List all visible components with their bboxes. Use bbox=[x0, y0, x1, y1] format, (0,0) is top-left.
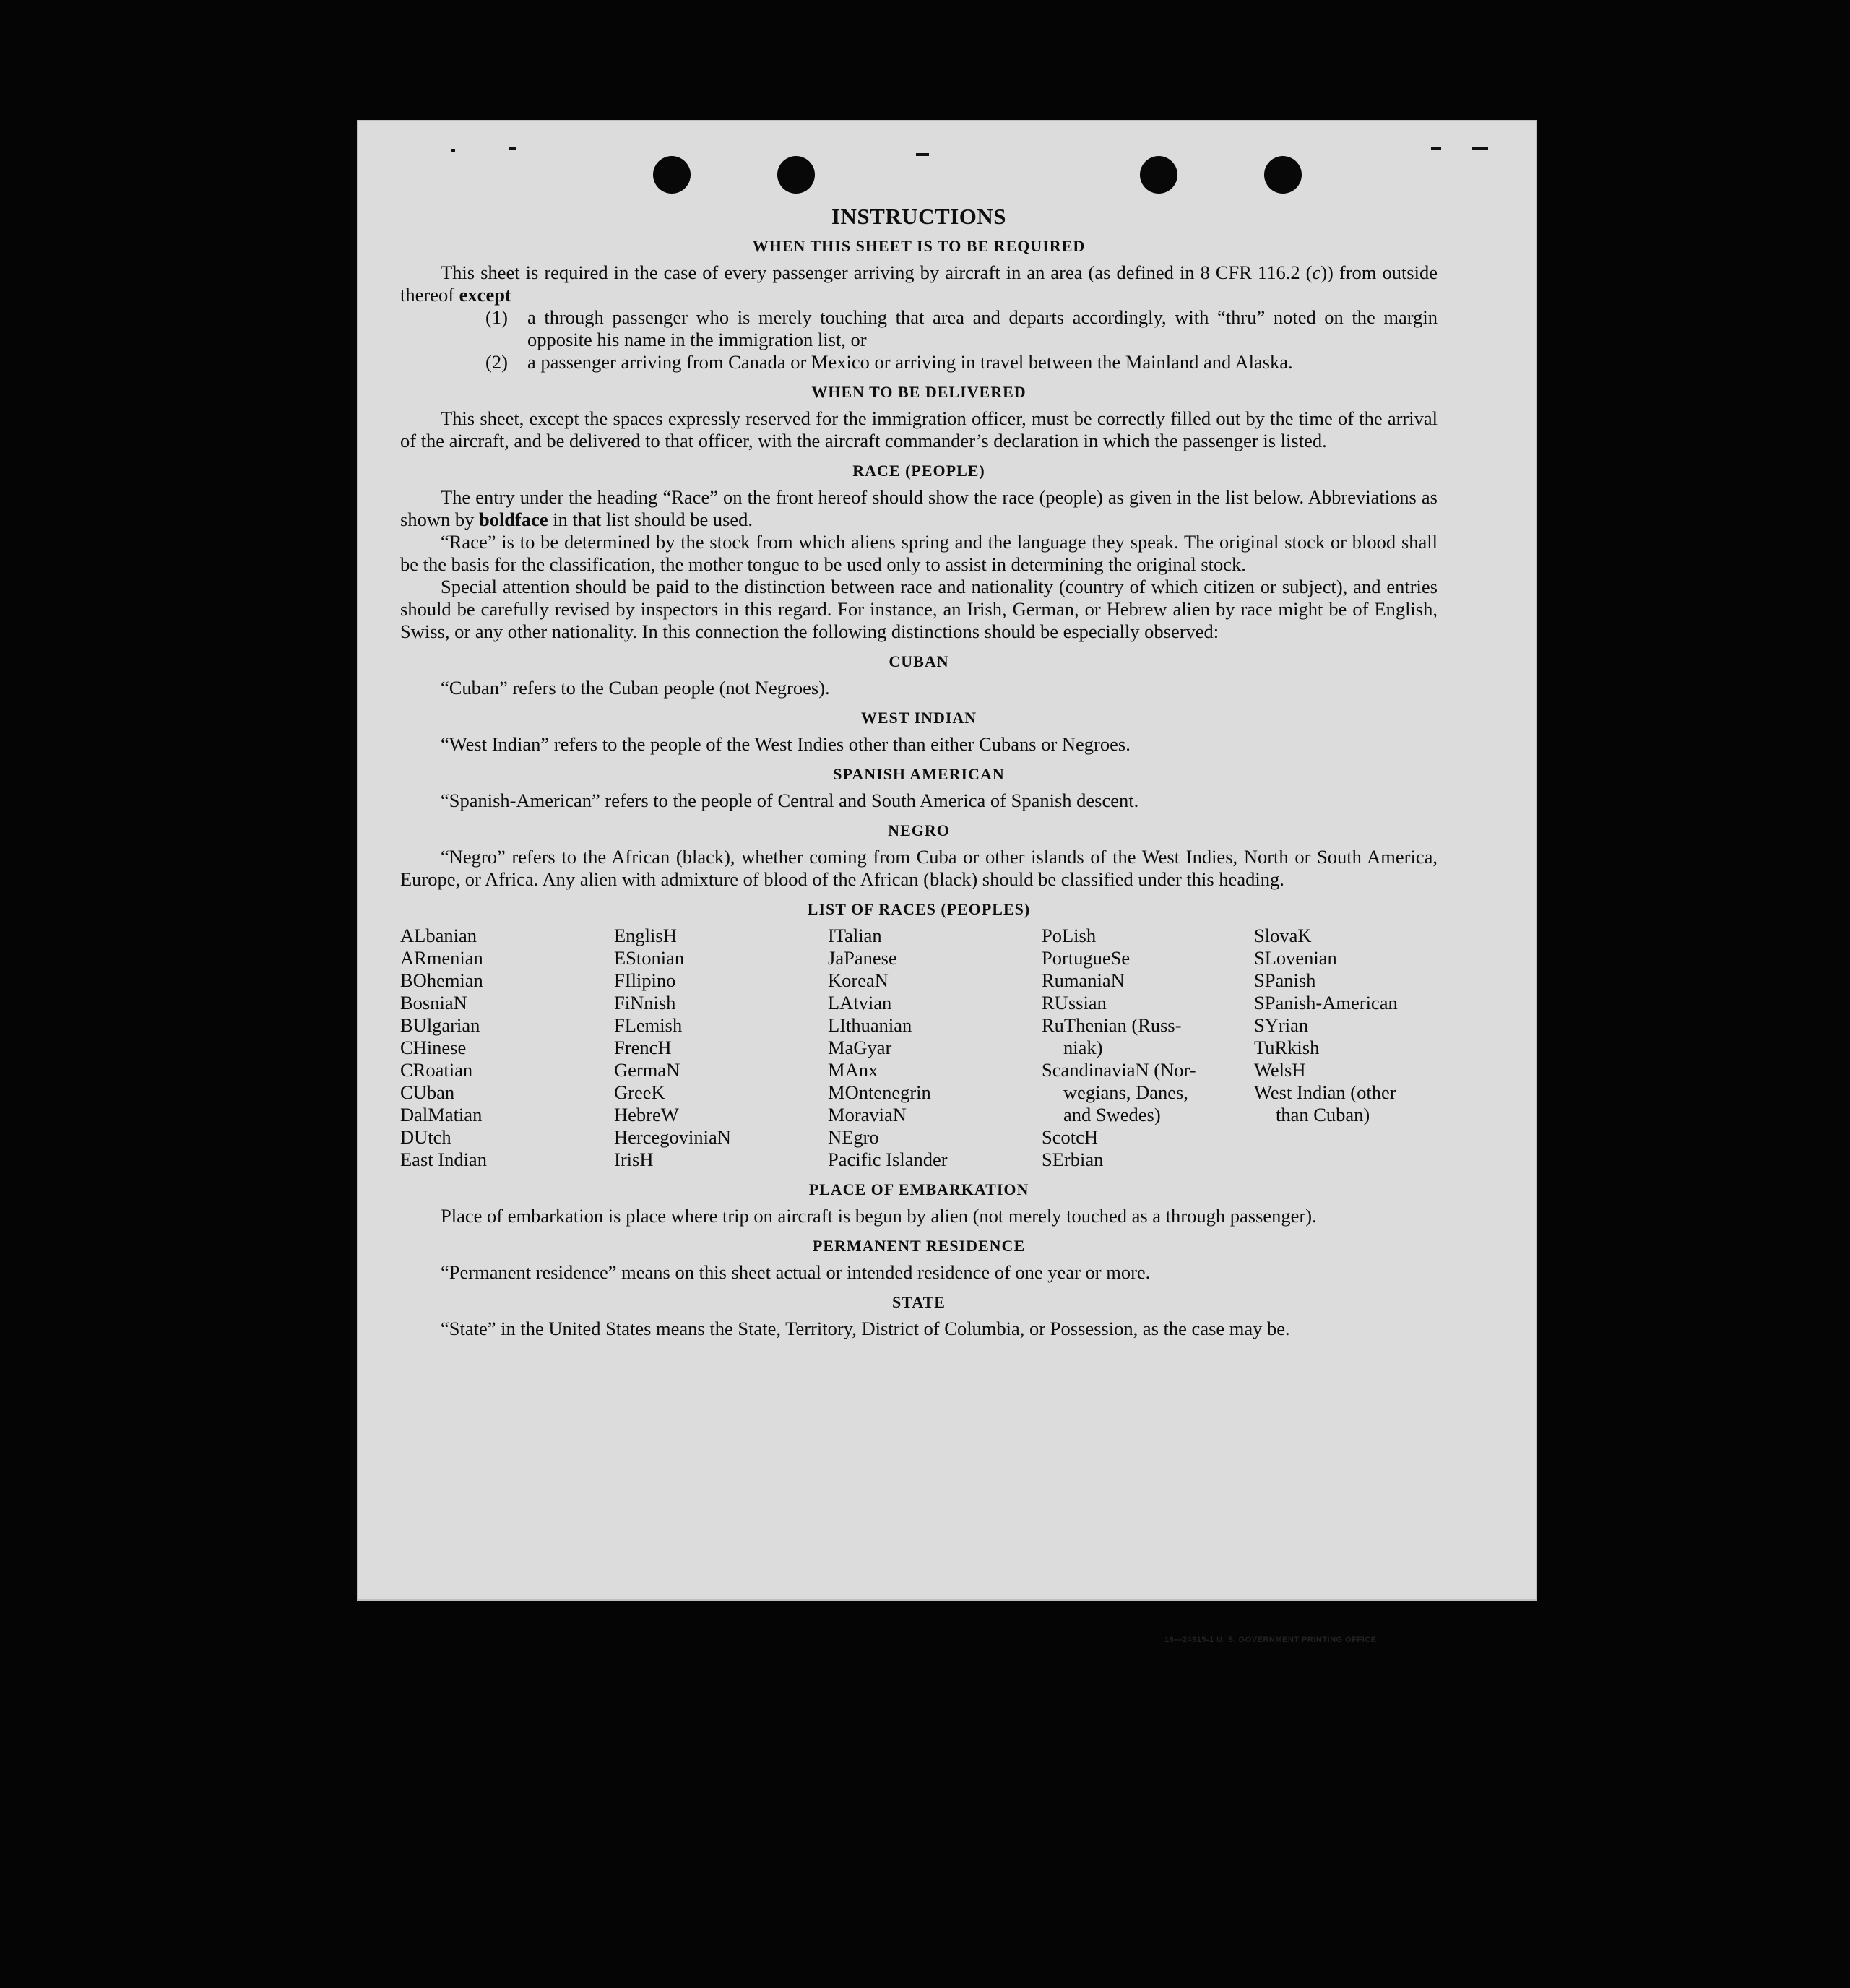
race-entry: ScandinaviaN (Nor- bbox=[1042, 1059, 1196, 1081]
race-list bbox=[400, 925, 1438, 1171]
race-entry: HebreW bbox=[614, 1104, 679, 1125]
race-column bbox=[614, 925, 828, 1171]
race-entry: ALbanian bbox=[400, 925, 477, 946]
paragraph: “Negro” refers to the African (black), whether coming from Cuba or other islands of the West Indies, North or South America, Europe, or Africa. Any alien with admixture of blood of the African (black) should be classified under this heading. bbox=[400, 846, 1438, 890]
speck bbox=[509, 147, 516, 150]
race-entry: RUssian bbox=[1042, 992, 1107, 1014]
race-entry: wegians, Danes, bbox=[1063, 1081, 1188, 1103]
text: c bbox=[1312, 262, 1321, 283]
text: except bbox=[459, 284, 511, 306]
race-column bbox=[1254, 925, 1438, 1171]
race-entry: SPanish-American bbox=[1254, 992, 1398, 1014]
punch-hole bbox=[1264, 156, 1302, 194]
section-heading: NEGRO bbox=[888, 821, 950, 839]
speck bbox=[1431, 147, 1441, 150]
page-title: INSTRUCTIONS bbox=[831, 204, 1006, 229]
race-entry: BUlgarian bbox=[400, 1014, 480, 1036]
printing-office-code: 16—24915-1 U. S. GOVERNMENT PRINTING OFFICE bbox=[1164, 1635, 1377, 1644]
text: boldface bbox=[478, 509, 548, 530]
race-entry: ARmenian bbox=[400, 947, 483, 969]
race-entry: and Swedes) bbox=[1063, 1104, 1161, 1125]
race-entry: PortugueSe bbox=[1042, 947, 1131, 969]
race-column bbox=[828, 925, 1042, 1171]
text: )) from outside thereof bbox=[400, 262, 1438, 306]
paragraph bbox=[400, 486, 1438, 531]
race-entry: MaGyar bbox=[828, 1037, 892, 1058]
item-number: (1) bbox=[485, 306, 508, 328]
race-entry: EnglisH bbox=[614, 925, 677, 946]
section-heading: LIST OF RACES (PEOPLES) bbox=[807, 900, 1031, 918]
paragraph: Special attention should be paid to the distinction between race and nationality (country of which citizen or subject), and entries should be carefully revised by inspectors in this regard. For instance, an Irish, German, or Hebrew alien by race might be of English, Swiss, or any other nationality. In this connection the following distinctions should be especially observed: bbox=[400, 576, 1438, 642]
race-entry: FiNnish bbox=[614, 992, 676, 1014]
race-entry: KoreaN bbox=[828, 969, 889, 991]
race-column bbox=[400, 925, 614, 1171]
section-heading: RACE (PEOPLE) bbox=[852, 462, 985, 480]
section-heading: PERMANENT RESIDENCE bbox=[812, 1237, 1026, 1255]
race-entry: GermaN bbox=[614, 1059, 680, 1081]
race-entry: SErbian bbox=[1042, 1149, 1104, 1170]
race-entry: JaPanese bbox=[828, 947, 897, 969]
race-entry: FLemish bbox=[614, 1014, 683, 1036]
race-entry: CHinese bbox=[400, 1037, 467, 1058]
speck bbox=[1472, 147, 1488, 150]
text: The entry under the heading “Race” on the front hereof should show the race (people) as given in the list below. Abbreviations as shown by bbox=[400, 486, 1438, 530]
section-heading: SPANISH AMERICAN bbox=[833, 765, 1005, 783]
race-entry: than Cuban) bbox=[1276, 1104, 1370, 1125]
punch-hole bbox=[777, 156, 815, 194]
speck bbox=[451, 149, 455, 152]
speck bbox=[916, 153, 929, 156]
document-sheet bbox=[357, 120, 1537, 1644]
paragraph bbox=[400, 262, 1438, 306]
race-entry: SPanish bbox=[1254, 969, 1316, 991]
paragraph: “Spanish-American” refers to the people of Central and South America of Spanish descent. bbox=[441, 790, 1139, 811]
race-entry: GreeK bbox=[614, 1081, 665, 1103]
paragraph: “Race” is to be determined by the stock from which aliens spring and the language they speak. The original stock or blood shall be the basis for the classification, the mother tongue to be used only to assist in determining the original stock. bbox=[400, 531, 1438, 575]
section-heading: CUBAN bbox=[889, 652, 949, 670]
race-entry: Pacific Islander bbox=[828, 1149, 948, 1170]
race-entry: RumaniaN bbox=[1042, 969, 1125, 991]
race-column bbox=[1042, 925, 1254, 1171]
race-entry: FrencH bbox=[614, 1037, 672, 1058]
race-entry: CUban bbox=[400, 1081, 455, 1103]
race-entry: LAtvian bbox=[828, 992, 892, 1014]
list-item bbox=[485, 306, 1438, 351]
text: This sheet is required in the case of every passenger arriving by aircraft in an area (as defined in 8 CFR 116.2 ( bbox=[441, 262, 1313, 283]
race-entry: East Indian bbox=[400, 1149, 487, 1170]
race-entry: SLovenian bbox=[1254, 947, 1337, 969]
paragraph: “West Indian” refers to the people of the West Indies other than either Cubans or Negroes. bbox=[441, 733, 1131, 755]
paragraph: “Permanent residence” means on this sheet actual or intended residence of one year or more. bbox=[441, 1261, 1151, 1283]
paragraph: “State” in the United States means the State, Territory, District of Columbia, or Possession, as the case may be. bbox=[441, 1318, 1290, 1339]
paragraph: “Cuban” refers to the Cuban people (not Negroes). bbox=[441, 677, 830, 699]
race-entry: MOntenegrin bbox=[828, 1081, 931, 1103]
race-entry: WelsH bbox=[1254, 1059, 1306, 1081]
race-entry: SYrian bbox=[1254, 1014, 1309, 1036]
race-entry: BOhemian bbox=[400, 969, 483, 991]
race-entry: CRoatian bbox=[400, 1059, 473, 1081]
race-entry: ScotcH bbox=[1042, 1126, 1099, 1148]
item-text: a through passenger who is merely touching that area and departs accordingly, with “thru” noted on the margin opposite his name in the immigration list, or bbox=[527, 306, 1438, 350]
section-heading: WHEN TO BE DELIVERED bbox=[811, 383, 1026, 401]
section-heading: WEST INDIAN bbox=[860, 709, 977, 727]
race-entry: DUtch bbox=[400, 1126, 451, 1148]
race-entry: DalMatian bbox=[400, 1104, 483, 1125]
paragraph: This sheet, except the spaces expressly reserved for the immigration officer, must be correctly filled out by the time of the arrival of the aircraft, and be delivered to that officer, with the aircraft commander’s declaration in which the passenger is listed. bbox=[400, 407, 1438, 451]
section-heading: WHEN THIS SHEET IS TO BE REQUIRED bbox=[752, 237, 1086, 255]
text: in that list should be used. bbox=[553, 509, 753, 530]
race-entry: TuRkish bbox=[1254, 1037, 1320, 1058]
race-entry: LIthuanian bbox=[828, 1014, 912, 1036]
race-entry: MoraviaN bbox=[828, 1104, 907, 1125]
instructions-content bbox=[400, 205, 1438, 1340]
paragraph: Place of embarkation is place where trip on aircraft is begun by alien (not merely touched as a through passenger). bbox=[441, 1205, 1317, 1227]
punch-hole bbox=[653, 156, 691, 194]
punch-hole bbox=[1140, 156, 1177, 194]
race-entry: niak) bbox=[1063, 1037, 1103, 1058]
race-entry: EStonian bbox=[614, 947, 685, 969]
race-entry: SlovaK bbox=[1254, 925, 1312, 946]
list-item bbox=[485, 351, 1438, 373]
race-entry: PoLish bbox=[1042, 925, 1097, 946]
section-heading: PLACE OF EMBARKATION bbox=[808, 1180, 1029, 1198]
race-entry: West Indian (other bbox=[1254, 1081, 1396, 1103]
race-entry: BosniaN bbox=[400, 992, 467, 1014]
section-heading: STATE bbox=[892, 1293, 946, 1311]
race-entry: RuThenian (Russ- bbox=[1042, 1014, 1182, 1036]
race-entry: ITalian bbox=[828, 925, 882, 946]
race-entry: NEgro bbox=[828, 1126, 879, 1148]
race-entry: HercegoviniaN bbox=[614, 1126, 731, 1148]
race-entry: IrisH bbox=[614, 1149, 654, 1170]
item-text: a passenger arriving from Canada or Mexico or arriving in travel between the Mainland and Alaska. bbox=[527, 351, 1293, 373]
race-entry: FIlipino bbox=[614, 969, 676, 991]
race-entry: MAnx bbox=[828, 1059, 878, 1081]
item-number: (2) bbox=[485, 351, 508, 373]
